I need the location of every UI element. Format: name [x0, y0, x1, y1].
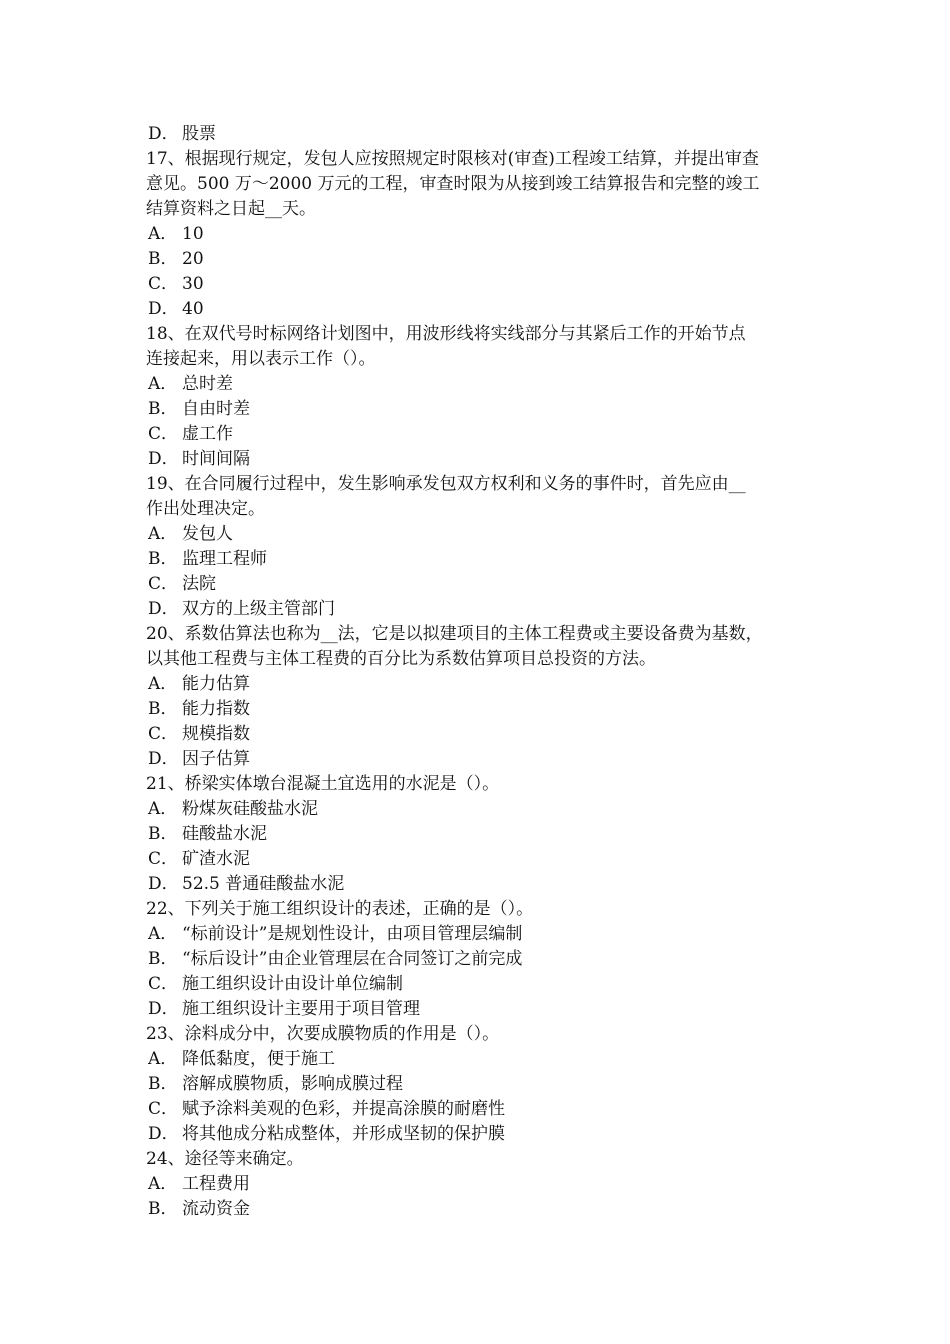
option-text: 赋予涂料美观的色彩，并提高涂膜的耐磨性 [182, 1099, 505, 1119]
answer-option [146, 872, 822, 897]
option-text: 施工组织设计由设计单位编制 [182, 974, 403, 994]
answer-option [146, 797, 822, 822]
option-letter: D． [148, 124, 179, 144]
option-text: 硅酸盐水泥 [182, 824, 267, 844]
option-text: 矿渣水泥 [182, 849, 250, 869]
option-text: 双方的上级主管部门 [182, 599, 335, 619]
option-letter: A． [148, 1049, 178, 1069]
option-letter: B． [148, 1199, 178, 1219]
answer-option [146, 922, 822, 947]
question-text: 19、在合同履行过程中，发生影响承发包双方权利和义务的事件时，首先应由__ [146, 474, 746, 494]
option-letter: B． [148, 249, 178, 269]
option-text: 粉煤灰硅酸盐水泥 [182, 799, 318, 819]
answer-option [146, 597, 822, 622]
answer-option [146, 747, 822, 772]
answer-option [146, 247, 822, 272]
answer-option [146, 1122, 822, 1147]
option-letter: A． [148, 224, 178, 244]
option-letter: D． [148, 749, 179, 769]
answer-option [146, 822, 822, 847]
answer-option [146, 947, 822, 972]
option-letter: A． [148, 524, 178, 544]
option-letter: B． [148, 1074, 178, 1094]
option-text: 52.5 普通硅酸盐水泥 [182, 874, 345, 894]
answer-option [146, 722, 822, 747]
answer-option [146, 297, 822, 322]
option-text: “标前设计”是规划性设计，由项目管理层编制 [182, 924, 523, 944]
option-text: 降低黏度，便于施工 [182, 1049, 335, 1069]
answer-option [146, 222, 822, 247]
option-letter: C． [148, 724, 179, 744]
option-text: 30 [182, 274, 204, 294]
question-text: 20、系数估算法也称为__法，它是以拟建项目的主体工程费或主要设备费为基数， [146, 624, 763, 644]
question-text: 22、下列关于施工组织设计的表述，正确的是（）。 [146, 899, 534, 919]
option-text: 法院 [182, 574, 216, 594]
option-text: 20 [182, 249, 204, 269]
option-letter: C． [148, 424, 179, 444]
option-text: 溶解成膜物质，影响成膜过程 [182, 1074, 403, 1094]
option-letter: C． [148, 974, 179, 994]
option-text: 将其他成分粘成整体，并形成坚韧的保护膜 [182, 1124, 505, 1144]
option-letter: A． [148, 1174, 178, 1194]
question-text: 意见。500 万～2000 万元的工程，审查时限为从接到竣工结算报告和完整的竣工 [146, 174, 760, 194]
answer-option [146, 397, 822, 422]
answer-option [146, 1097, 822, 1122]
answer-option [146, 522, 822, 547]
option-text: 能力指数 [182, 699, 250, 719]
option-letter: B． [148, 399, 178, 419]
option-letter: B． [148, 699, 178, 719]
option-letter: A． [148, 674, 178, 694]
answer-option [146, 572, 822, 597]
option-letter: C． [148, 1099, 179, 1119]
option-letter: D． [148, 1124, 179, 1144]
answer-option [146, 122, 822, 147]
answer-option [146, 1172, 822, 1197]
option-letter: D． [148, 999, 179, 1019]
answer-option [146, 447, 822, 472]
option-text: 监理工程师 [182, 549, 267, 569]
option-letter: A． [148, 924, 178, 944]
option-text: 因子估算 [182, 749, 250, 769]
option-text: 10 [182, 224, 204, 244]
answer-option [146, 1047, 822, 1072]
option-letter: A． [148, 374, 178, 394]
option-text: 规模指数 [182, 724, 250, 744]
question-text: 以其他工程费与主体工程费的百分比为系数估算项目总投资的方法。 [146, 649, 656, 669]
option-letter: B． [148, 824, 178, 844]
option-text: 发包人 [182, 524, 233, 544]
option-letter: C． [148, 274, 179, 294]
question-text: 结算资料之日起__天。 [146, 199, 316, 219]
option-letter: D． [148, 299, 179, 319]
answer-option [146, 672, 822, 697]
answer-option [146, 1072, 822, 1097]
option-letter: A． [148, 799, 178, 819]
answer-option [146, 272, 822, 297]
answer-option [146, 847, 822, 872]
answer-option [146, 972, 822, 997]
option-text: 能力估算 [182, 674, 250, 694]
option-letter: C． [148, 574, 179, 594]
answer-option [146, 697, 822, 722]
option-text: 施工组织设计主要用于项目管理 [182, 999, 420, 1019]
option-letter: D． [148, 599, 179, 619]
option-text: 股票 [182, 124, 216, 144]
option-text: 工程费用 [182, 1174, 250, 1194]
answer-option [146, 372, 822, 397]
option-letter: B． [148, 949, 178, 969]
option-text: 虚工作 [182, 424, 233, 444]
answer-option [146, 1197, 822, 1222]
answer-option [146, 422, 822, 447]
option-text: 流动资金 [182, 1199, 250, 1219]
answer-option [146, 547, 822, 572]
question-text: 作出处理决定。 [146, 499, 265, 519]
option-letter: B． [148, 549, 178, 569]
option-text: 总时差 [182, 374, 233, 394]
option-letter: C． [148, 849, 179, 869]
question-text: 18、在双代号时标网络计划图中，用波形线将实线部分与其紧后工作的开始节点 [146, 324, 746, 344]
question-text: 24、途径等来确定。 [146, 1149, 304, 1169]
option-letter: D． [148, 449, 179, 469]
answer-option [146, 997, 822, 1022]
option-text: “标后设计”由企业管理层在合同签订之前完成 [182, 949, 523, 969]
option-text: 40 [182, 299, 204, 319]
question-text: 21、桥梁实体墩台混凝土宜选用的水泥是（）。 [146, 774, 500, 794]
question-text: 连接起来，用以表示工作（）。 [146, 349, 376, 369]
option-text: 自由时差 [182, 399, 250, 419]
question-text: 17、根据现行规定，发包人应按照规定时限核对(审查)工程竣工结算，并提出审查 [146, 149, 759, 169]
document-page [146, 122, 822, 1222]
option-text: 时间间隔 [182, 449, 250, 469]
question-text: 23、涂料成分中，次要成膜物质的作用是（）。 [146, 1024, 500, 1044]
option-letter: D． [148, 874, 179, 894]
